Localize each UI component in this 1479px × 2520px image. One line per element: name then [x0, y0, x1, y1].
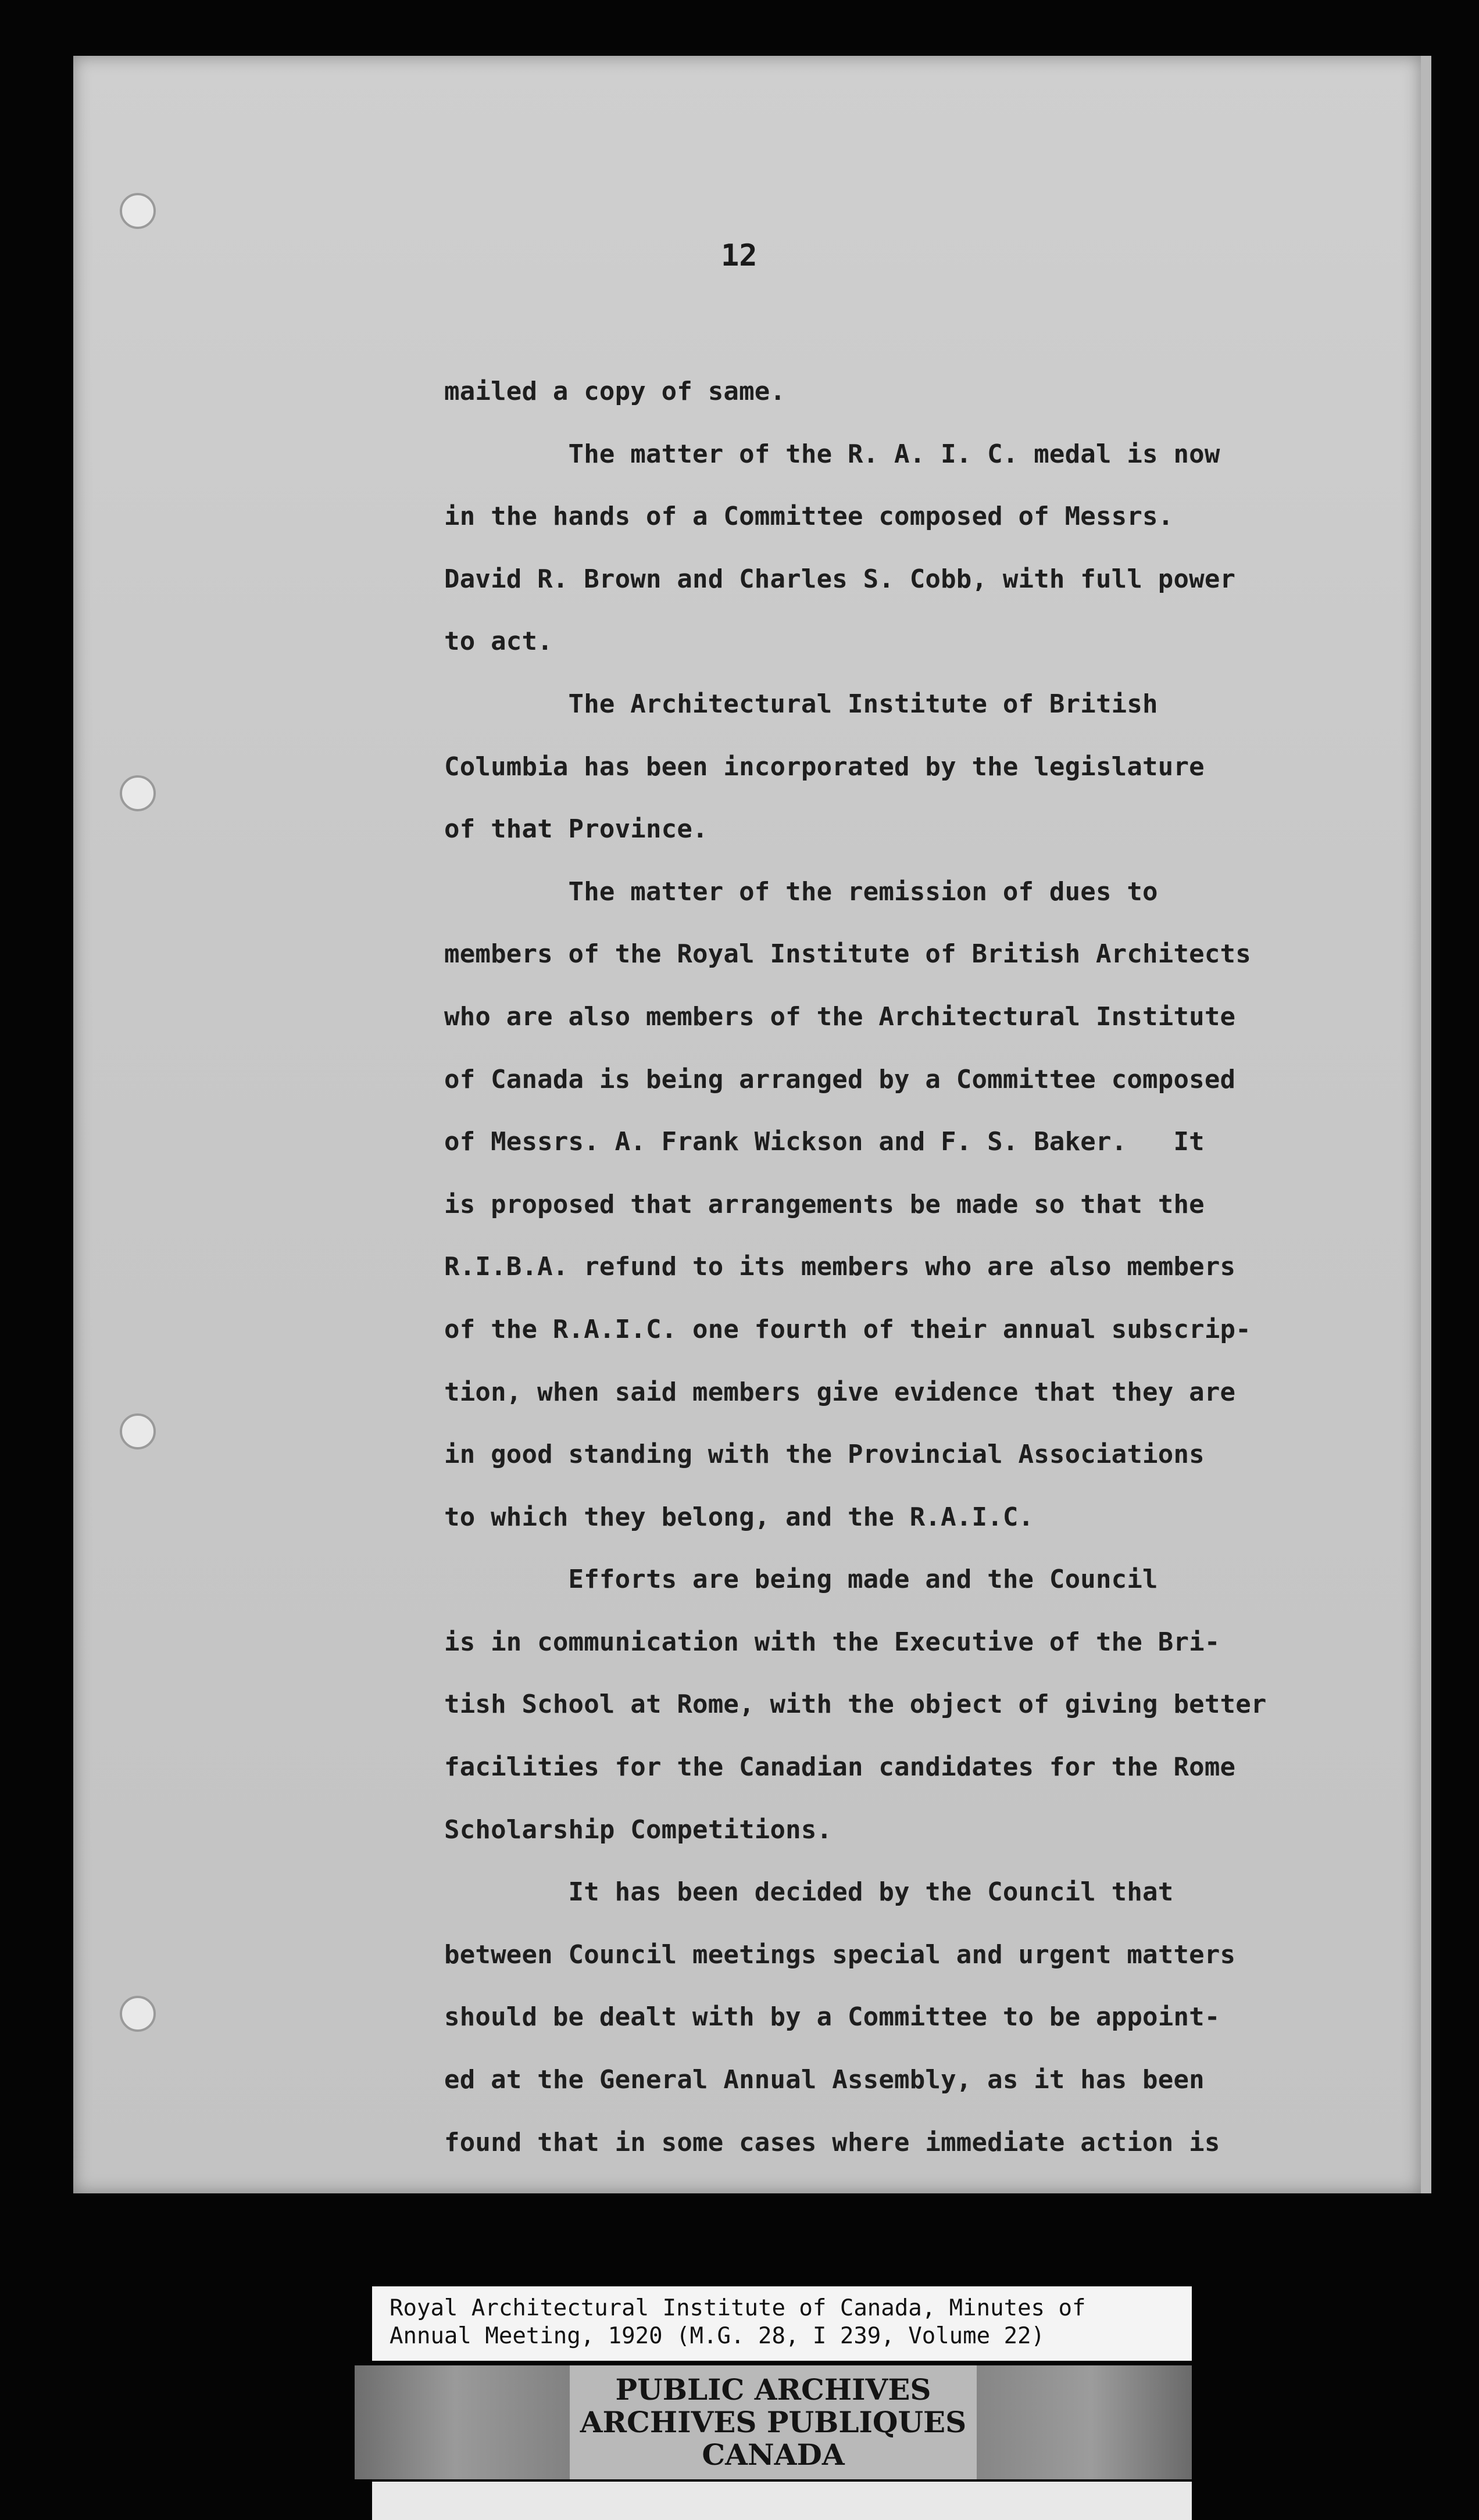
text-line: Scholarship Competitions. [444, 1814, 833, 1845]
caption-line: Annual Meeting, 1920 (M.G. 28, I 239, Volume 22) [390, 2323, 1045, 2349]
punch-hole-icon [120, 1996, 156, 2032]
text-line: members of the Royal Institute of British Architects [444, 939, 1251, 969]
text-line: It has been decided by the Council that [444, 1877, 1174, 1907]
document-body [444, 360, 1316, 2174]
text-line: tish School at Rome, with the object of giving better [444, 1689, 1267, 1720]
text-line: Efforts are being made and the Council [444, 1565, 1158, 1595]
text-line: to which they belong, and the R.A.I.C. [444, 1502, 1034, 1532]
archives-stamp [355, 2365, 1192, 2479]
text-line: should be dealt with by a Committee to be appoint- [444, 2002, 1220, 2032]
text-line: to act. [444, 627, 553, 657]
archive-caption [372, 2286, 1192, 2361]
text-line: in the hands of a Committee composed of Messrs. [444, 502, 1174, 532]
text-line: Columbia has been incorporated by the legislature [444, 751, 1205, 782]
text-line: tion, when said members give evidence that they are [444, 1377, 1236, 1407]
stamp-line: ARCHIVES PUBLIQUES [580, 2405, 967, 2439]
text-line: The matter of the R. A. I. C. medal is now [444, 439, 1220, 469]
text-line: is proposed that arrangements be made so that the [444, 1189, 1205, 1219]
text-line: facilities for the Canadian candidates for the Rome [444, 1752, 1236, 1782]
text-line: between Council meetings special and urgent matters [444, 1939, 1236, 1970]
text-line: of the R.A.I.C. one fourth of their annual subscrip- [444, 1314, 1251, 1344]
text-line: of Messrs. A. Frank Wickson and F. S. Baker. It [444, 1127, 1205, 1157]
text-line: in good standing with the Provincial Associations [444, 1440, 1205, 1470]
text-line: mailed a copy of same. [444, 377, 786, 406]
text-line: is in communication with the Executive of the Bri- [444, 1627, 1220, 1657]
text-line: The Architectural Institute of British [444, 689, 1158, 719]
punch-hole-icon [120, 193, 156, 229]
text-line: David R. Brown and Charles S. Cobb, with full power [444, 564, 1236, 594]
stamp-line: PUBLIC ARCHIVES [615, 2372, 931, 2407]
archives-stamp-label [570, 2365, 977, 2479]
text-line: of Canada is being arranged by a Committee composed [444, 1064, 1236, 1094]
text-line: The matter of the remission of dues to [444, 876, 1158, 907]
text-line: of that Province. [444, 814, 708, 844]
stamp-line: CANADA [702, 2437, 845, 2472]
text-line: R.I.B.A. refund to its members who are also members [444, 1252, 1236, 1282]
text-line: who are also members of the Architectural Institute [444, 1001, 1236, 1032]
bottom-strip [372, 2482, 1192, 2520]
text-line: found that in some cases where immediate action is [444, 2127, 1220, 2157]
page-number: 12 [721, 238, 758, 273]
punch-hole-icon [120, 775, 156, 811]
text-line: ed at the General Annual Assembly, as it has been [444, 2065, 1205, 2095]
punch-hole-icon [120, 1413, 156, 1449]
caption-line: Royal Architectural Institute of Canada, Minutes of [390, 2295, 1086, 2321]
